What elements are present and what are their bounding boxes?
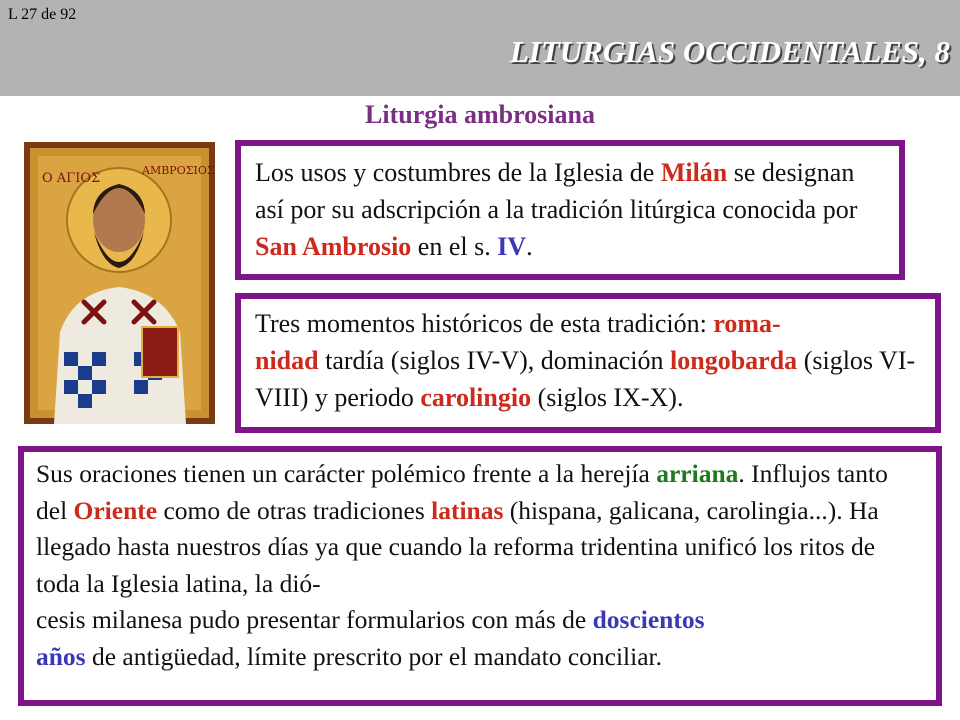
saint-ambrose-icon: [24, 142, 215, 424]
slide-title: LITURGIAS OCCIDENTALES, 8: [509, 34, 950, 69]
svg-text:Ο ΑΓΙΟΣ: Ο ΑΓΙΟΣ: [42, 171, 101, 186]
header-bar: [0, 0, 960, 96]
svg-text:ΑΜΒΡΟΣΙΟΣ: ΑΜΒΡΟΣΙΟΣ: [142, 164, 215, 177]
section-subtitle: Liturgia ambrosiana: [365, 100, 595, 129]
text-box-historical-moments: Tres momentos históricos de esta tradición: roma- nidad tardía (siglos IV-V), dominación longobarda (siglos VI-VIII) y periodo carolingio (siglos IX-X).: [235, 293, 941, 433]
text-box-prayers: Sus oraciones tienen un carácter polémico frente a la herejía arriana. Influjos tanto del Oriente como de otras tradiciones latinas (hispana, galicana, carolingia...). Ha llegado hasta nuestros días ya que cuando la reforma tridentina unificó los ritos de toda la Iglesia latina, la dió- cesis milanesa pudo presentar formularios con más de doscientos años de antigüedad, límite prescrito por el mandato conciliar.: [18, 446, 942, 706]
slide-counter: L 27 de 92: [8, 6, 77, 23]
text-box-milan: Los usos y costumbres de la Iglesia de Milán se designan así por su adscripción a la tradición litúrgica conocida por San Ambrosio en el s. IV.: [235, 140, 905, 280]
